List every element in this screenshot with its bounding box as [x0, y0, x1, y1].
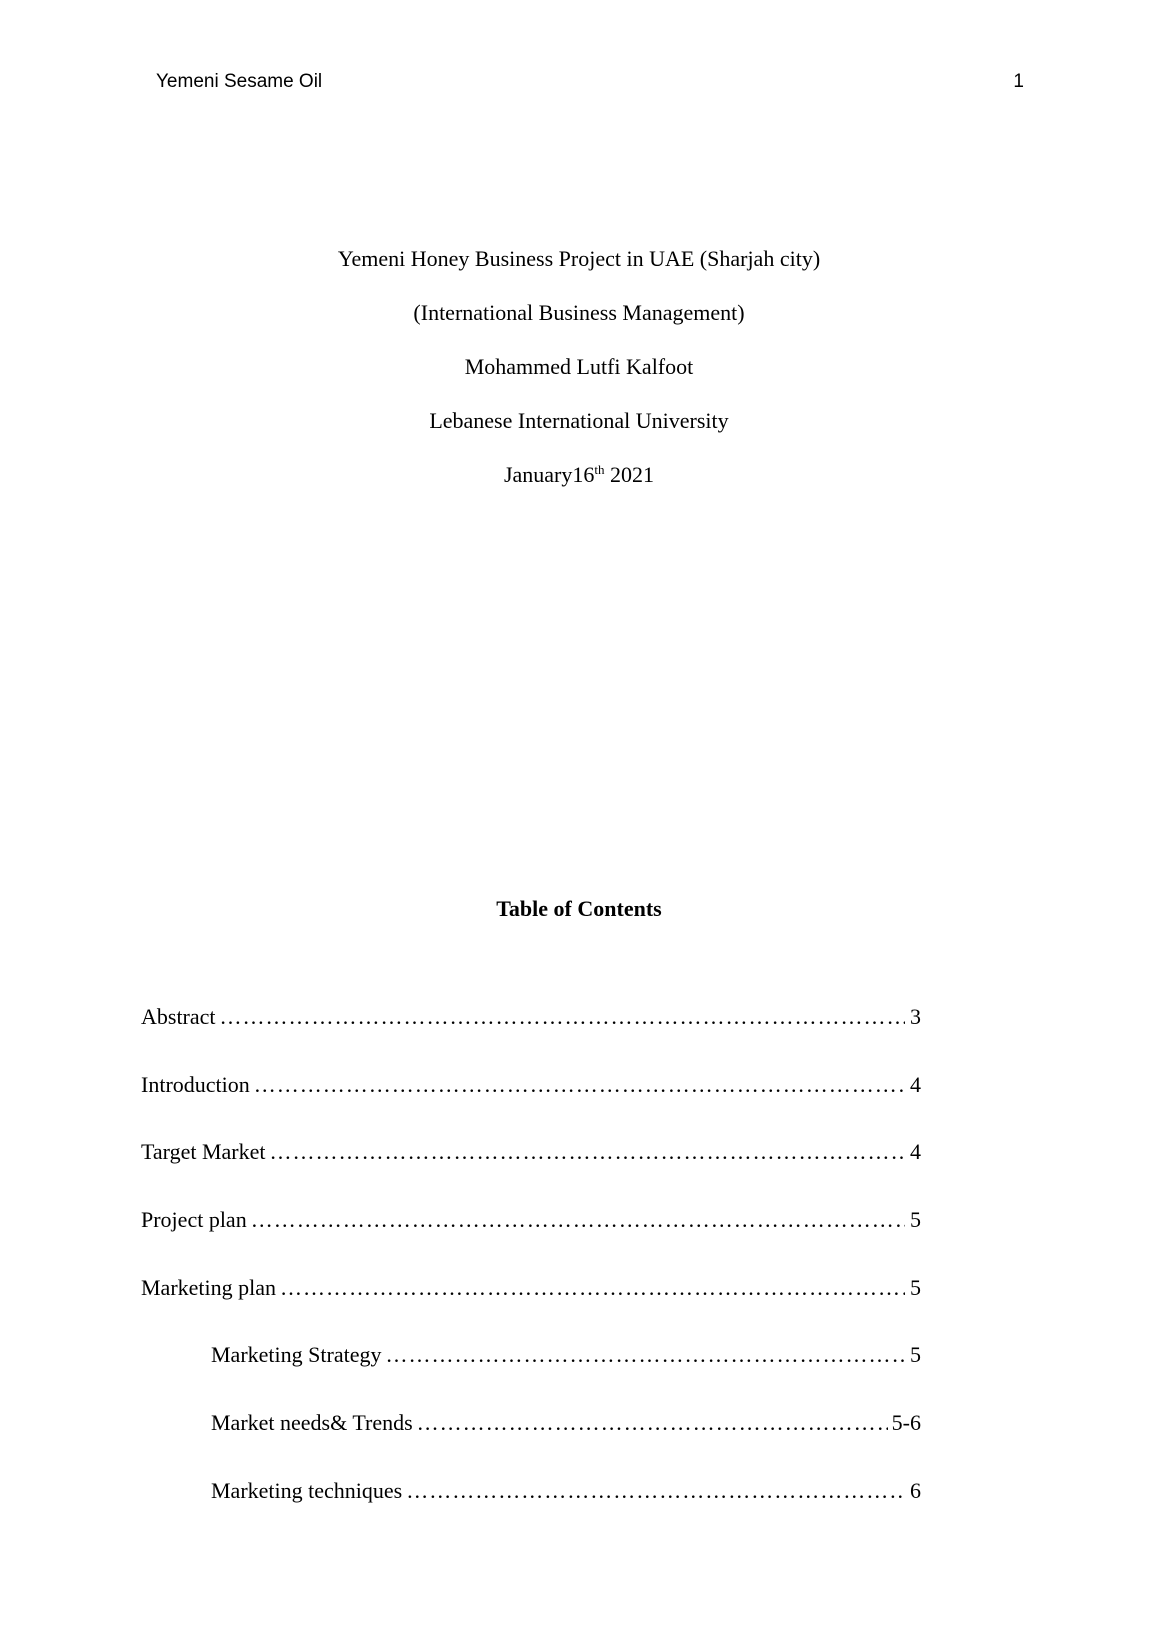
toc-entry-marketing-techniques — [141, 1476, 921, 1544]
toc-dot-leader — [220, 1002, 905, 1032]
toc-entry-page: 4 — [910, 1139, 921, 1165]
toc-entry-label: Marketing techniques — [211, 1477, 403, 1503]
toc-entry-label: Marketing Strategy — [211, 1342, 382, 1368]
date-superscript: th — [594, 462, 605, 477]
course-name: (International Business Management) — [413, 300, 745, 325]
toc-dot-leader — [385, 1340, 905, 1370]
toc-entry-page: 5-6 — [891, 1410, 921, 1436]
toc-heading: Table of Contents — [496, 896, 662, 921]
toc-entry-label: Target Market — [141, 1139, 266, 1165]
toc-entry-label: Marketing plan — [141, 1274, 277, 1300]
toc-entry-market-needs-trends — [141, 1408, 921, 1476]
toc-dot-leader — [406, 1476, 905, 1506]
institution-name: Lebanese International University — [429, 408, 729, 433]
running-head: Yemeni Sesame Oil — [156, 71, 323, 92]
toc-entry-introduction — [141, 1070, 921, 1138]
toc-entry-project-plan — [141, 1205, 921, 1273]
toc-dot-leader — [254, 1070, 905, 1100]
document-title: Yemeni Honey Business Project in UAE (Sharjah city) — [337, 246, 821, 271]
table-of-contents — [141, 1002, 921, 1544]
toc-dot-leader — [251, 1205, 905, 1235]
toc-entry-abstract — [141, 1002, 921, 1070]
toc-entry-page: 5 — [910, 1207, 921, 1233]
toc-entry-page: 4 — [910, 1071, 921, 1097]
toc-entry-label: Market needs& Trends — [211, 1410, 413, 1436]
toc-entry-label: Abstract — [141, 1004, 216, 1029]
date-prefix: January16 — [503, 462, 595, 487]
toc-entry-label: Introduction — [141, 1071, 250, 1097]
toc-entry-page: 5 — [910, 1342, 921, 1368]
toc-entry-marketing-strategy — [141, 1340, 921, 1408]
toc-entry-label: Project plan — [141, 1207, 247, 1233]
toc-entry-page: 5 — [910, 1274, 921, 1300]
title-block — [0, 244, 1158, 514]
toc-dot-leader — [280, 1273, 905, 1303]
toc-entry-marketing-plan — [141, 1273, 921, 1341]
toc-dot-leader — [417, 1408, 888, 1438]
date-suffix: 2021 — [604, 462, 655, 487]
document-date — [0, 460, 1158, 514]
toc-entry-target-market — [141, 1137, 921, 1205]
author-name: Mohammed Lutfi Kalfoot — [464, 354, 694, 379]
page-number: 1 — [1013, 71, 1024, 92]
toc-entry-page: 3 — [910, 1004, 921, 1029]
toc-entry-page: 6 — [910, 1477, 921, 1503]
toc-dot-leader — [270, 1137, 905, 1167]
